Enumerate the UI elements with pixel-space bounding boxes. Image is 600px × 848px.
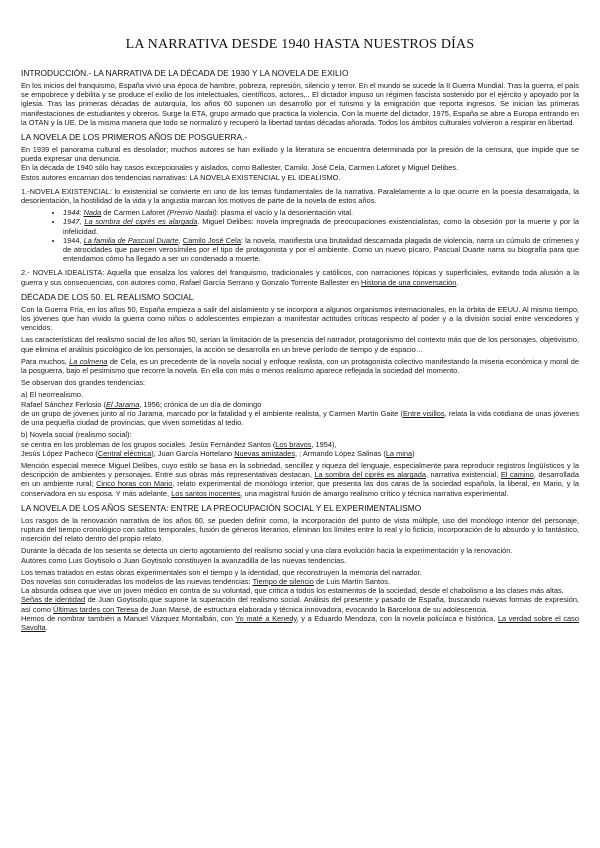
intro-paragraph: En los inicios del franquismo, España vivió una época de hambre, pobreza, represión, silencio y terror. En el mundo se sucede la II Guerra Mundial. Tras la guerra, el país se empobrece y debilita y se produce el exilio de los intelectuales, científicos, actores,.. El dictador impuso un régimen fascista sostenido por el ejército y apoyado por la iglesia. Tras las primeras décadas de autarquía, los años 60 suponen un desarrollo por el turismo y la emigración que reporta ingresos. Se inician las primeras manifestaciones de estudiantes y obreros. Surge la ETA, grupo armado que practica la violencia. Con la muerte del dictador, 1975, España se abre a Europa entrando en la OTAN y la UE. De la misma manera que todo se normalizó y recuperó la libertad tantas décadas añorada. Todos los ámbitos culturales volvieron a respirar en libertad. bbox=[21, 81, 579, 127]
d60-heading: LA NOVELA DE LOS AÑOS SESENTA: ENTRE LA PREOCUPACIÓN SOCIAL Y EL EXPERIMENTALISMO bbox=[21, 502, 422, 513]
d50-paragraph-2: Las características del realismo social de los años 50, serían la limitación de la presencia del narrador, protagonismo del contexto más que de los personajes, objetivismo, que elimina el análisis psicológico de los personajes, la acción se desarrolla en un breve período de tiempo y de espacio… bbox=[21, 335, 579, 354]
list-item: • 1944: Nada de Carmen Laforet (Premio Nadal): plasma el vacío y la desorientación vital. bbox=[63, 208, 579, 217]
d60-paragraph-7: Señas de identidad de Juan Goytisolo,que supone la superación del realismo social. Análisis del presente y pasado de España, buscando nuevas formas de expresión, así como Últimas tardes con Teresa de Juan Marsé, de estructura elaborada y técnica innovadora, evocando la Barcelona de su adolescencia. bbox=[21, 595, 579, 614]
d50-heading: DÉCADA DE LOS 50. EL REALISMO SOCIAL bbox=[21, 291, 194, 302]
d60-paragraph-8: Hemos de nombrar también a Manuel Vázquez Montalbán, con Yo maté a Kenedy, y a Eduardo Mendoza, con la novela policíaca e histórica, La verdad sobre el caso Savolta. bbox=[21, 613, 579, 632]
posguerra-heading: LA NOVELA DE LOS PRIMEROS AÑOS DE POSGUERRA.- bbox=[21, 132, 248, 143]
d50-paragraph-1: Con la Guerra Fría, en los años 50, España empieza a salir del aislamiento y se incorpora a algunos organismos internacionales, en la órbita de EEUU. Al mismo tiempo, los jóvenes que han vivido la guerra como niños o adolescentes empiezan a manifestar actitudes críticas respecto al poder y a la división social entre vencedores y vencidos. bbox=[21, 304, 579, 333]
list-item: • 1944, La familia de Pascual Duarte, Camilo José Cela: la novela, manifiesta una brutalidad descarnada plagada de violencia, narra un cúmulo de crímenes y de atrocidades que parecen verosímiles por el tipo de protagonista y por el ambiente. Como un nuevo pícaro, Pascual Duarte narra su biografía para que entendamos cómo ha llegado a ser un condenado a muerte. bbox=[63, 236, 579, 264]
d60-paragraph-2: Durante la década de los sesenta se detecta un cierto agotamiento del realismo social y una clara evolución hacia la experimentación y la renovación. bbox=[21, 546, 513, 556]
d60-paragraph-1: Los rasgos de la renovación narrativa de los años 60, se pueden definir como, la incorporación del punto de vista múltiple, uso del monólogo interior del personaje, ruptura del tiempo cronológico con saltos temporales, fusión de géneros literarios, eliminan los límites entre lo real y lo ficticio, incorporación de lo absurdo y lo fantástico, inserción del relato dentro del propio relato. bbox=[21, 515, 579, 544]
posguerra-paragraph-3: Estos autores encarnan dos tendencias narrativas: LA NOVELA EXISTENCIAL y EL IDEALISMO. bbox=[21, 172, 341, 182]
d60-paragraph-3: Autores como Luis Goytisolo o Juan Goytisolo constituyen la avanzadilla de las nuevas tendencias. bbox=[21, 555, 346, 565]
neorrealismo-line-2: de un grupo de jóvenes junto al río Jarama, marcado por la fatalidad y el ambiente realista, y Carmen Martín Gaite (Entre visillos, relata la vida cotidiana de unas jóvenes de una pequeña ciudad de provincias, que viven sometidas al tedio. bbox=[21, 408, 580, 428]
page-title: LA NARRATIVA DESDE 1940 HASTA NUESTROS DÍAS bbox=[125, 37, 475, 52]
existencial-paragraph: 1.-NOVELA EXISTENCIAL: lo existencial se convierte en uno de los temas fundamentales de la narrativa. Paralelamente a lo que ocurre en la poesía desarraigada, la desorientación, la hostilidad de la vida y la angustia marcan los motivos de parte de la novela de estos años. bbox=[21, 186, 579, 206]
posguerra-paragraph-2: En la década de 1940 sólo hay casos excepcionales y aislados, como Ballester, Camilo. José Cela, Carmen Laforet y Miguel Delibes. bbox=[21, 163, 459, 173]
list-item: • 1947, La sombra del ciprés es alargada. Miguel Delibes: novela impregnada de preocupaciones existencialistas, como la obsesión por la muerte y por la infelicidad. bbox=[63, 217, 579, 235]
social-line-2: Jesús López Pacheco (Central eléctrica), Juan García Hortelano Nuevas amistades, ; Armando López Salinas (La mina) bbox=[21, 448, 415, 458]
social-label: b) Novela social (realismo social): bbox=[21, 430, 132, 440]
d60-paragraph-5: Dos novelas son consideradas los modelos de las nuevas tendencias: Tiempo de silencio de Luis Martín Santos. bbox=[21, 576, 390, 586]
existencial-list bbox=[21, 208, 579, 263]
intro-heading: INTRODUCCIÓN.- LA NARRATIVA DE LA DÉCADA DE 1930 Y LA NOVELA DE EXILIO bbox=[21, 68, 349, 78]
idealista-paragraph: 2.- NOVELA IDEALISTA: Aquella que ensalza los valores del franquismo, tradicionales y católicos, con narraciones tópicas y superficiales, evitando toda alusión a la guerra y sus consecuencias, con autores como, Rafael García Serrano y Gonzalo Torrente Ballester en Historia de una conversación. bbox=[21, 268, 579, 287]
neorrealismo-label: a) El neorrealismo. bbox=[21, 390, 84, 400]
d50-paragraph-4: Se observan dos grandes tendencias: bbox=[21, 378, 146, 388]
posguerra-paragraph-1: En 1939 el panorama cultural es desolador; muchos autores se han exiliado y la literatura se encuentra determinada por la presión de la censura, que impide que se pueda expresar una denuncia. bbox=[21, 145, 579, 164]
document-body bbox=[21, 68, 579, 632]
d50-paragraph-3: Para muchos, La colmena de Cela, es un precedente de la novela social y enfoque realista, con un protagonista colectivo manifestando la miseria económica y moral de la posguerra, bajo el pesimismo que recorre la novela. En ella con más o menos realismo aparece reflejada la sociedad del momento. bbox=[21, 356, 579, 376]
neorrealismo-line-1: Rafael Sánchez Ferlosio (El Jarama, 1956; crónica de un día de domingo bbox=[21, 399, 262, 409]
delibes-paragraph: Mención especial merece Miguel Delibes, cuyo estilo se basa en la sobriedad, sencillez y riqueza del lenguaje, especialmente para reproducir registros lingüísticos y la descripción de ambientes y personajes. Entre sus obras más representativas destacan, La sombra del ciprés es alargada, narrativa existencial, El camino, desarrollada en un ambiente rural; Cinco horas con Mario, relato experimental de monólogo interior, que presenta las dos caras de la sociedad española, la liberal, en Mario, y la conservadora en su esposa. Y más adelante, Los santos inocentes, una magistral fusión de amargo realismo crítico y técnica narrativa experimental. bbox=[21, 460, 580, 498]
d60-paragraph-6: La absurda odisea que vive un joven médico en contra de su voluntad, que critica a todos los estamentos de la sociedad, desde el chabolismo a las clases más altas. bbox=[21, 586, 564, 596]
social-line-1: se centra en los problemas de los grupos sociales. Jesús Fernández Santos (Los bravos, 1954), bbox=[21, 439, 337, 449]
d60-paragraph-4: Los temas tratados en estas obras experimentales son el tiempo y la identidad, que reconstruyen la memoria del narrador. bbox=[21, 567, 422, 577]
